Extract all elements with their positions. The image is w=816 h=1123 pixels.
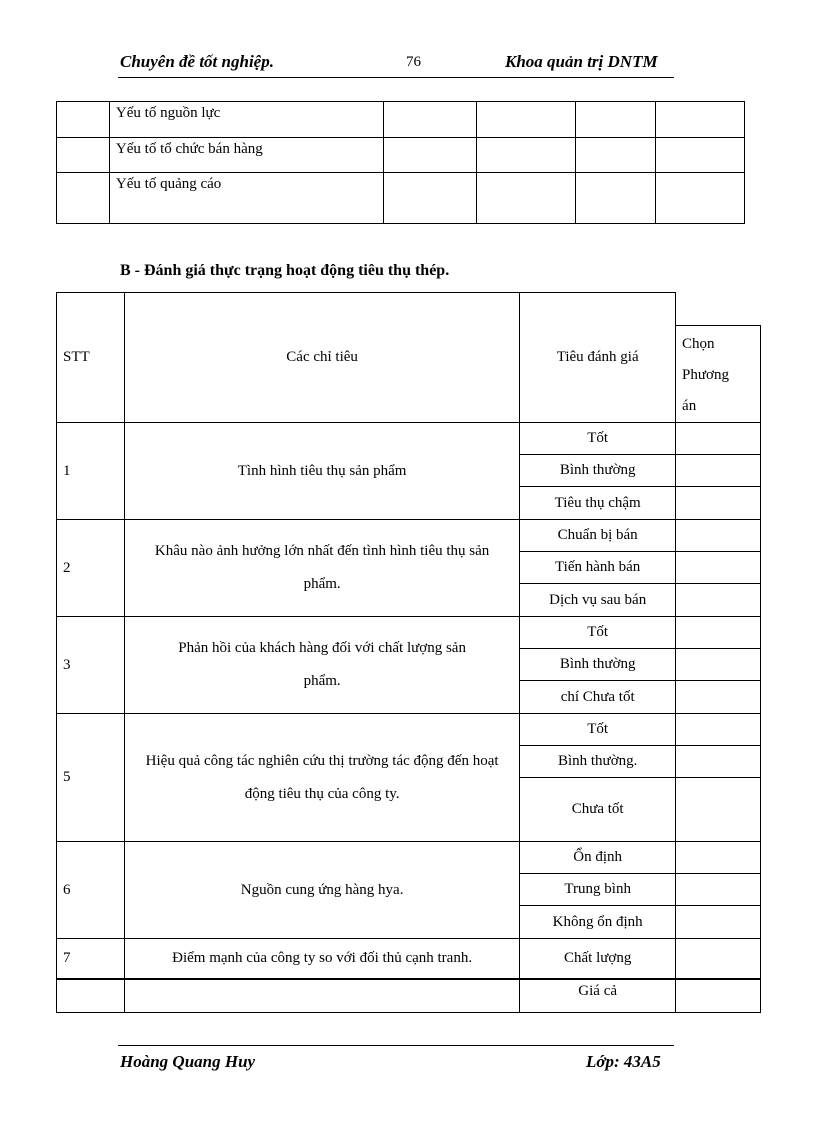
table-row — [57, 138, 745, 173]
choice-cell[interactable] — [676, 939, 761, 979]
option-label: Chất lượng — [520, 939, 676, 979]
row-criteria: Điểm mạnh của công ty so với đối thủ cạnh tranh. — [124, 939, 519, 979]
choice-cell[interactable] — [676, 520, 761, 552]
option-label: Tốt — [520, 617, 676, 649]
footer-rule — [118, 1045, 674, 1046]
option-label: Bình thường — [520, 455, 676, 487]
header-choose-line-3: án — [682, 398, 697, 414]
option-label: chí Chưa tốt — [520, 681, 676, 714]
row-stt: 6 — [57, 842, 125, 939]
option-label: Chuẩn bị bán — [520, 520, 676, 552]
option-label: Bình thường — [520, 649, 676, 681]
table-row — [57, 939, 761, 979]
header-rule — [118, 77, 674, 78]
header-left: Chuyên đề tốt nghiệp. — [120, 52, 274, 71]
row-stt: 1 — [57, 423, 125, 520]
evaluation-table — [56, 292, 761, 1013]
factor-label: Yếu tố nguồn lực — [109, 102, 383, 138]
choice-cell[interactable] — [676, 487, 761, 520]
row-criteria: Khâu nào ảnh hưởng lớn nhất đến tình hình tiêu thụ sản phẩm. — [124, 520, 519, 617]
table-row — [57, 102, 745, 138]
table-row — [57, 423, 761, 455]
choice-cell[interactable] — [676, 423, 761, 455]
row-criteria: Tình hình tiêu thụ sản phẩm — [124, 423, 519, 520]
footer-left: Hoàng Quang Huy — [120, 1052, 256, 1071]
factor-label: Yếu tố quảng cáo — [109, 173, 383, 224]
section-b-title: B - Đánh giá thực trạng hoạt động tiêu thụ thép. — [120, 262, 450, 279]
option-label: Trung bình — [520, 874, 676, 906]
table-row — [57, 617, 761, 649]
header-choose-line-1: Chọn — [682, 336, 715, 352]
table-row — [57, 173, 745, 224]
choice-cell[interactable] — [676, 681, 761, 714]
header-criteria: Các chỉ tiêu — [124, 293, 519, 423]
row-criteria: Hiệu quả công tác nghiên cứu thị trường tác động đến hoạt động tiêu thụ của công ty. — [124, 714, 519, 842]
option-label: Tiến hành bán — [520, 552, 676, 584]
header-eval: Tiêu đánh giá — [520, 293, 676, 423]
row-stt: 7 — [57, 939, 125, 979]
row-stt: 2 — [57, 520, 125, 617]
choice-cell[interactable] — [676, 649, 761, 681]
header-choose-line-2: Phương — [682, 367, 729, 383]
table-row — [57, 842, 761, 874]
option-label: Dịch vụ sau bán — [520, 584, 676, 617]
option-label: Bình thường. — [520, 746, 676, 778]
option-label: Tiêu thụ chậm — [520, 487, 676, 520]
choice-cell[interactable] — [676, 746, 761, 778]
factors-table — [56, 101, 745, 224]
option-label: Tốt — [520, 423, 676, 455]
row-criteria — [124, 979, 519, 1013]
factor-label: Yếu tố tổ chức bán hàng — [109, 138, 383, 173]
option-label: Chưa tốt — [520, 778, 676, 842]
choice-cell[interactable] — [676, 778, 761, 842]
table-row — [57, 520, 761, 552]
row-stt: 5 — [57, 714, 125, 842]
choice-cell[interactable] — [676, 584, 761, 617]
row-criteria: Nguồn cung ứng hàng hya. — [124, 842, 519, 939]
page-number: 76 — [406, 54, 421, 70]
choice-cell[interactable] — [676, 874, 761, 906]
row-stt — [57, 979, 125, 1013]
table-row — [57, 979, 761, 1013]
option-label: Không ổn định — [520, 906, 676, 939]
choice-cell[interactable] — [676, 617, 761, 649]
table-row — [57, 714, 761, 746]
footer-right: Lớp: 43A5 — [586, 1052, 661, 1071]
header-choose — [676, 326, 761, 423]
choice-cell[interactable] — [676, 906, 761, 939]
option-label: Tốt — [520, 714, 676, 746]
choice-cell[interactable] — [676, 979, 761, 1013]
header-stt: STT — [57, 293, 125, 423]
row-criteria: Phản hồi của khách hàng đối với chất lượng sản phẩm. — [124, 617, 519, 714]
option-label: Ổn định — [520, 842, 676, 874]
header-right: Khoa quản trị DNTM — [505, 52, 658, 71]
option-label: Giá cả — [520, 979, 676, 1013]
row-stt: 3 — [57, 617, 125, 714]
choice-cell[interactable] — [676, 455, 761, 487]
choice-cell[interactable] — [676, 842, 761, 874]
choice-cell[interactable] — [676, 552, 761, 584]
choice-cell[interactable] — [676, 714, 761, 746]
